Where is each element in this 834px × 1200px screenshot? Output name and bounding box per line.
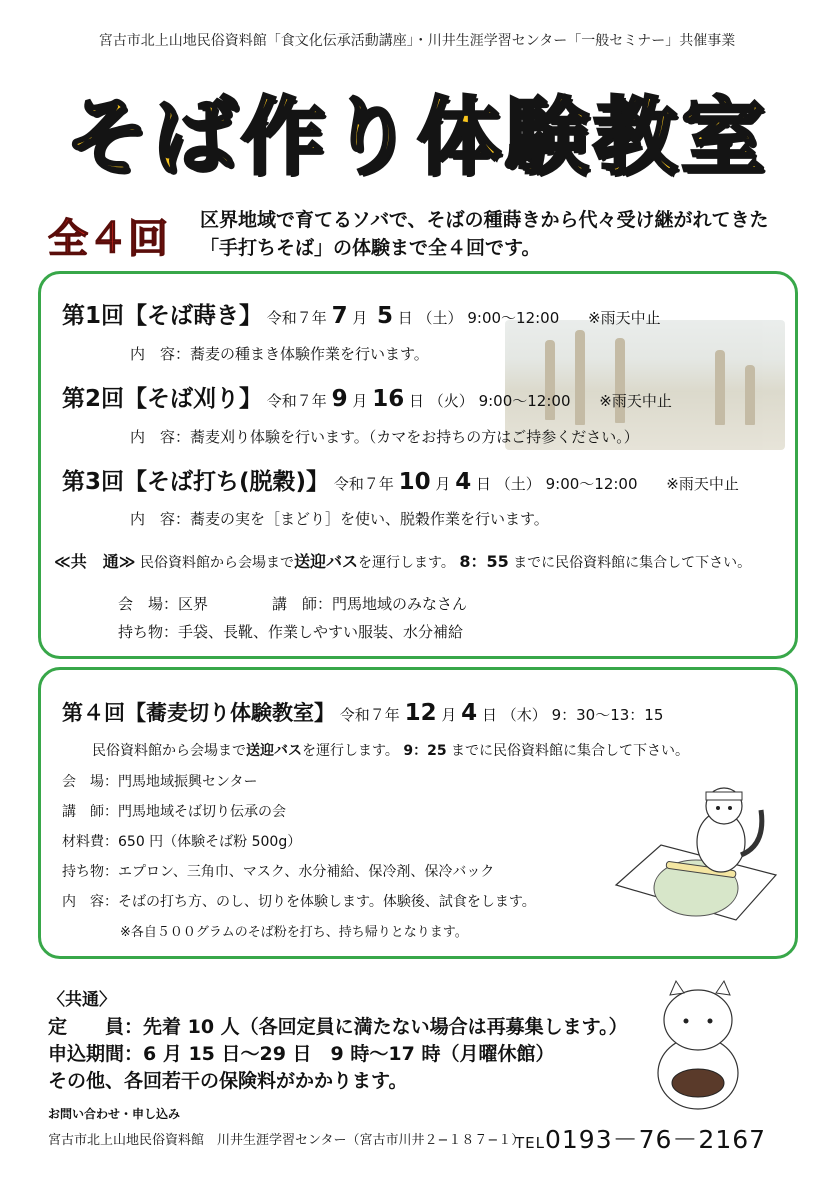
session-1-time: 9:00～12:00	[467, 309, 560, 327]
contact-phone	[515, 1120, 766, 1156]
session-1-era: 令和７年	[266, 309, 327, 327]
session-4-content: 内 容：そばの打ち方、のし、切りを体験します。体験後、試食をします。	[62, 894, 536, 910]
session-1-header	[62, 297, 661, 330]
session-3-rain-note: ※雨天中止	[666, 475, 739, 493]
session-4-items: 持ち物：エプロン、三角巾、マスク、水分補給、保冷剤、保冷バック	[62, 864, 495, 880]
common-transport-b: を運行します。	[357, 555, 455, 571]
common-label: ≪共 通≫	[54, 552, 136, 571]
phone-number: 0193－76－2167	[545, 1125, 767, 1154]
session-1-day: 5	[376, 303, 393, 329]
session-1-day-unit: 日	[397, 309, 413, 327]
session-4-transport-b: を運行します。	[302, 743, 399, 759]
session-1-month-unit: 月	[352, 309, 368, 327]
session-3-day-unit: 日	[476, 475, 492, 493]
session-2-weekday: （火）	[428, 392, 474, 410]
phone-label: TEL	[515, 1134, 545, 1152]
session-4-transport-line	[92, 740, 689, 760]
common-meet-time: 8：55	[459, 552, 509, 571]
footer-insurance: その他、各回若干の保険料がかかります。	[48, 1070, 408, 1092]
session-2-month-unit: 月	[352, 392, 368, 410]
session-4-month-unit: 月	[441, 706, 457, 724]
footer-application-period: 申込期間：6 月 15 日～29 日 9 時～17 時（月曜休館）	[48, 1043, 555, 1065]
session-4-bus: 送迎バス	[246, 743, 302, 759]
session-2-rain-note: ※雨天中止	[599, 392, 672, 410]
session-3-content: 内 容：蕎麦の実を［まどり］を使い、脱穀作業を行います。	[130, 510, 549, 528]
session-4-transport-a: 民俗資料館から会場まで	[92, 743, 246, 759]
common-items: 持ち物：手袋、長靴、作業しやすい服装、水分補給	[118, 623, 464, 641]
session-2-time: 9:00～12:00	[478, 392, 571, 410]
common-bus: 送迎バス	[293, 552, 358, 571]
session-4-month: 12	[404, 700, 437, 726]
session-4-day: 4	[461, 700, 478, 726]
session-4-header	[62, 697, 663, 727]
session-4-venue: 会 場：門馬地域振興センター	[62, 774, 258, 790]
session-3-day: 4	[455, 469, 472, 495]
session-3-label: 第3回【そば打ち(脱穀)】	[62, 469, 330, 495]
session-3-era: 令和７年	[333, 475, 394, 493]
session-1-month: 7	[331, 303, 348, 329]
session-1-content: 内 容：蕎麦の種まき体験作業を行います。	[130, 345, 429, 363]
sessions-count-badge: 全４回	[48, 216, 168, 262]
session-4-era: 令和７年	[339, 706, 400, 724]
session-1-rain-note: ※雨天中止	[588, 309, 661, 327]
session-3-header	[62, 463, 739, 496]
contact-address: 宮古市北上山地民俗資料館 川井生涯学習センター（宮古市川井２−１８７−１）	[48, 1133, 525, 1148]
session-1-label: 第1回【そば蒔き】	[62, 303, 263, 329]
weasel-eating-illustration	[640, 975, 760, 1115]
session-2-era: 令和７年	[266, 392, 327, 410]
session-2-label: 第2回【そば刈り】	[62, 386, 263, 412]
session-2-month: 9	[331, 386, 348, 412]
session-2-header	[62, 380, 672, 413]
common-transport-line	[54, 549, 751, 572]
session-4-transport-c: までに民俗資料館に集合して下さい。	[451, 743, 690, 759]
session-2-day-unit: 日	[408, 392, 424, 410]
footer-common-label: 〈共通〉	[48, 990, 116, 1010]
intro-text: 区界地域で育てるソバで、そばの種蒔きから代々受け継がれてきた「手打ちそば」の体験まで全４回です。	[200, 209, 769, 259]
session-4-time: 9：30～13：15	[551, 706, 664, 724]
session-4-day-unit: 日	[481, 706, 497, 724]
weasel-rolling-dough-illustration	[606, 770, 786, 945]
common-instructor: 講 師：門馬地域のみなさん	[272, 595, 468, 613]
session-4-weekday: （木）	[501, 706, 547, 724]
session-2-content: 内 容：蕎麦刈り体験を行います。（カマをお持ちの方はご持参ください。）	[130, 428, 639, 446]
session-3-time: 9:00～12:00	[545, 475, 638, 493]
common-venue: 会 場：区界	[118, 595, 209, 613]
organizer-line: 宮古市北上山地民俗資料館「食文化伝承活動講座」・川井生涯学習センター「一般セミナー」共催事業	[98, 33, 736, 49]
session-4-takehome-note: ※各自５００グラムのそば粉を打ち、持ち帰りとなります。	[120, 925, 468, 940]
session-4-instructor: 講 師：門馬地域そば切り伝承の会	[62, 804, 286, 820]
session-4-meet-time: 9：25	[403, 743, 447, 759]
common-transport-a: 民俗資料館から会場まで	[139, 555, 294, 571]
inquiry-label: お問い合わせ・申し込み	[48, 1107, 181, 1121]
session-2-day: 16	[372, 386, 405, 412]
session-3-month-unit: 月	[435, 475, 451, 493]
session-4-label: 第４回【蕎麦切り体験教室】	[62, 701, 335, 725]
session-3-weekday: （土）	[495, 475, 541, 493]
session-1-weekday: （土）	[417, 309, 463, 327]
page-title: そば作り体験教室	[64, 88, 769, 186]
session-3-month: 10	[398, 469, 431, 495]
session-4-fee: 材料費：650 円（体験そば粉 500g）	[62, 834, 302, 850]
common-transport-c: までに民俗資料館に集合して下さい。	[513, 555, 752, 571]
footer-capacity: 定 員：先着 10 人（各回定員に満たない場合は再募集します。）	[48, 1016, 628, 1038]
